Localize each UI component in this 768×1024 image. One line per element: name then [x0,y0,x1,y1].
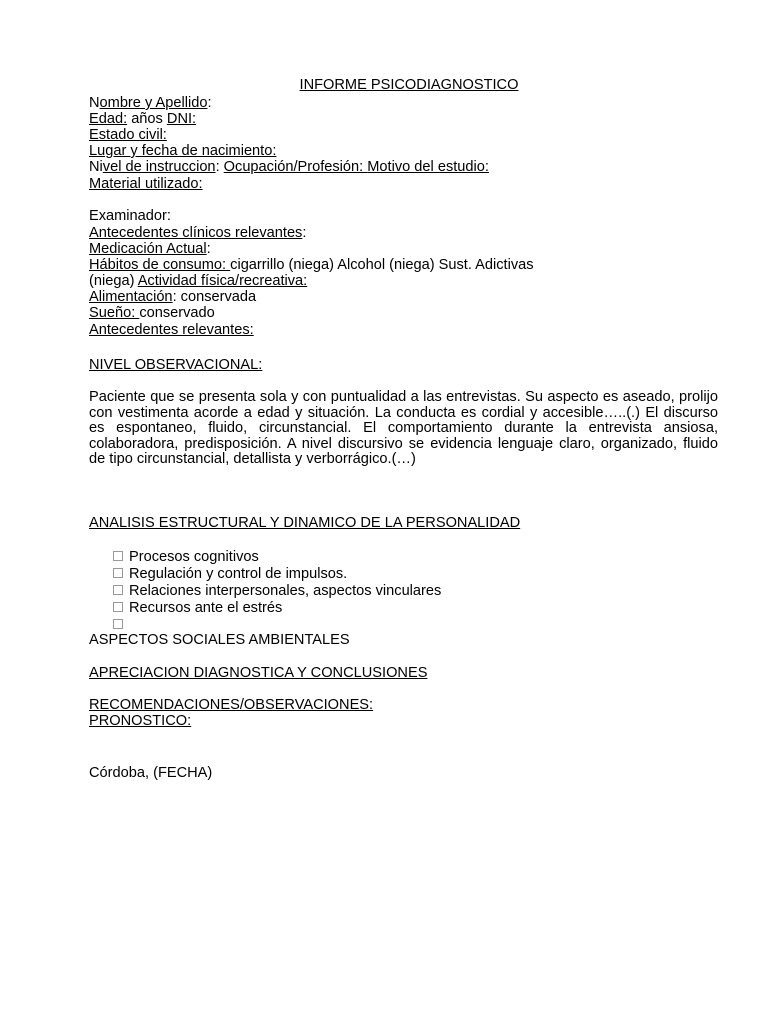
closing-place-date: Córdoba, (FECHA) [89,765,213,781]
list-item: Relaciones interpersonales, aspectos vinculares [113,583,441,600]
checkbox-bullet-icon [113,551,123,561]
checkbox-bullet-icon [113,602,123,612]
medicacion-line: Medicación Actual: [89,241,211,257]
nivel-observacional-heading: NIVEL OBSERVACIONAL: [89,357,263,373]
examinador-line: Examinador: [89,208,171,224]
motivo-label: Motivo del estudio: [367,159,489,175]
apreciacion-heading: APRECIACION DIAGNOSTICA Y CONCLUSIONES [89,665,428,681]
observacional-paragraph: Paciente que se presenta sola y con puntualidad a las entrevistas. Su aspecto es aseado, prolijo con vestimenta acorde a edad y situación. La conducta es cordial y accesible…..(.) El discurso es espontaneo, fluido, circunstancial. El comportamiento durante la entrevista ansiosa, colaboradora, predisposición. A nivel discursivo se evidencia lenguaje claro, organizado, fluido de tipo circunstancial, detallista y verborrágico.(…) [89,389,718,468]
list-item: Regulación y control de impulsos. [113,566,347,583]
checkbox-bullet-icon [113,585,123,595]
checkbox-bullet-icon [113,619,123,629]
document-title: INFORME PSICODIAGNOSTICO [299,77,519,93]
antecedentes-clinicos-line: Antecedentes clínicos relevantes: [89,225,307,241]
checkbox-bullet-icon [113,568,123,578]
niega-actividad-line: (niega) Actividad física/recreativa: [89,273,308,289]
nivel-instruccion-line: Nivel de instruccion: Ocupación/Profesión: Motivo del estudio: [89,159,489,175]
antecedentes-relevantes-line: Antecedentes relevantes: [89,322,254,338]
list-item: Procesos cognitivos [113,549,259,566]
edad-label: Edad: [89,111,128,127]
alimentacion-line: Alimentación: conservada [89,289,257,305]
sueno-line: Sueño: conservado [89,305,215,321]
edad-dni-line: Edad: años DNI: [89,111,197,127]
ocupacion-label: Ocupación/Profesión: [223,159,368,175]
lugar-fecha-line: Lugar y fecha de nacimiento: [89,143,277,159]
pronostico-heading: PRONOSTICO: [89,713,192,729]
nombre-apellido-line: Nombre y Apellido: [89,95,212,111]
list-item: Recursos ante el estrés [113,600,282,617]
dni-label: DNI: [166,111,197,127]
habitos-line: Hábitos de consumo: cigarrillo (niega) Alcohol (niega) Sust. Adictivas [89,257,534,273]
aspectos-sociales-heading: ASPECTOS SOCIALES AMBIENTALES [89,632,350,648]
analisis-heading: ANALISIS ESTRUCTURAL Y DINAMICO DE LA PERSONALIDAD [89,515,521,531]
recomendaciones-heading: RECOMENDACIONES/OBSERVACIONES: [89,697,374,713]
estado-civil-line: Estado civil: [89,127,167,143]
material-line: Material utilizado: [89,176,203,192]
